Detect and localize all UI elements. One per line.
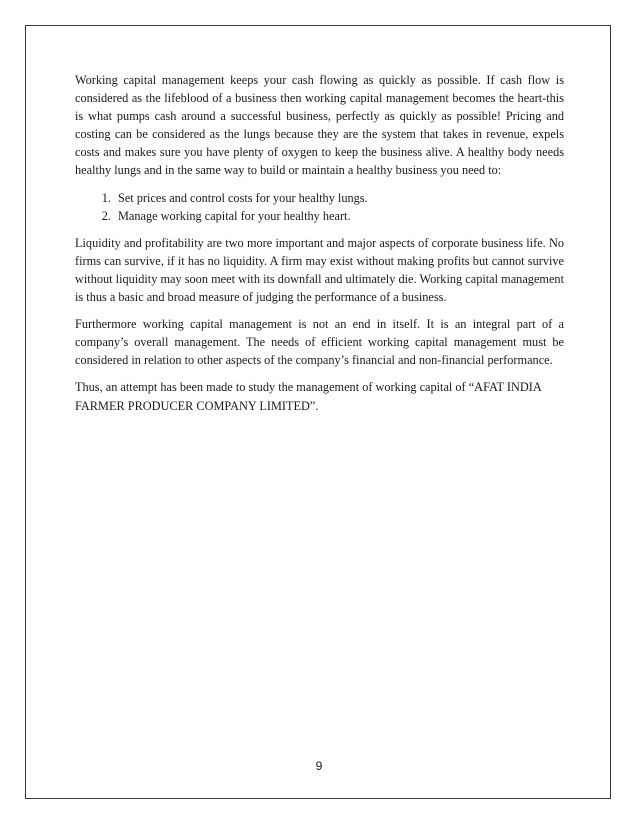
page-number: 9 [315,759,323,773]
numbered-list [75,189,564,225]
paragraph-conclusion: Thus, an attempt has been made to study the management of working capital of “AFAT INDIA FARMER PRODUCER COMPANY LIMITED”. [75,380,542,413]
list-item: 1. Set prices and control costs for your healthy lungs. [114,189,564,207]
paragraph-furthermore: Furthermore working capital management is not an end in itself. It is an integral part of a company’s overall management. The needs of efficient working capital management must be considered in relation to other aspects of the company’s financial and non-financial performance. [75,317,564,368]
document-body [75,71,564,424]
paragraph-liquidity: Liquidity and profitability are two more important and major aspects of corporate business life. No firms can survive, if it has no liquidity. A firm may exist without making profits but cannot survive without liquidity may soon meet with its downfall and ultimately die. Working capital management is thus a basic and broad measure of judging the performance of a business. [75,235,564,305]
list-item: 2. Manage working capital for your healthy heart. [114,207,564,225]
paragraph-intro: Working capital management keeps your cash flowing as quickly as possible. If cash flow is considered as the lifeblood of a business then working capital management becomes the heart-this is what pumps cash around a successful business, perfectly as quickly as possible! Pricing and costing can be considered as the lungs because they are the system that takes in revenue, expels costs and makes sure you have plenty of oxygen to keep the business alive. A healthy body needs healthy lungs and in the same way to build or maintain a healthy business you need to: [75,73,564,178]
